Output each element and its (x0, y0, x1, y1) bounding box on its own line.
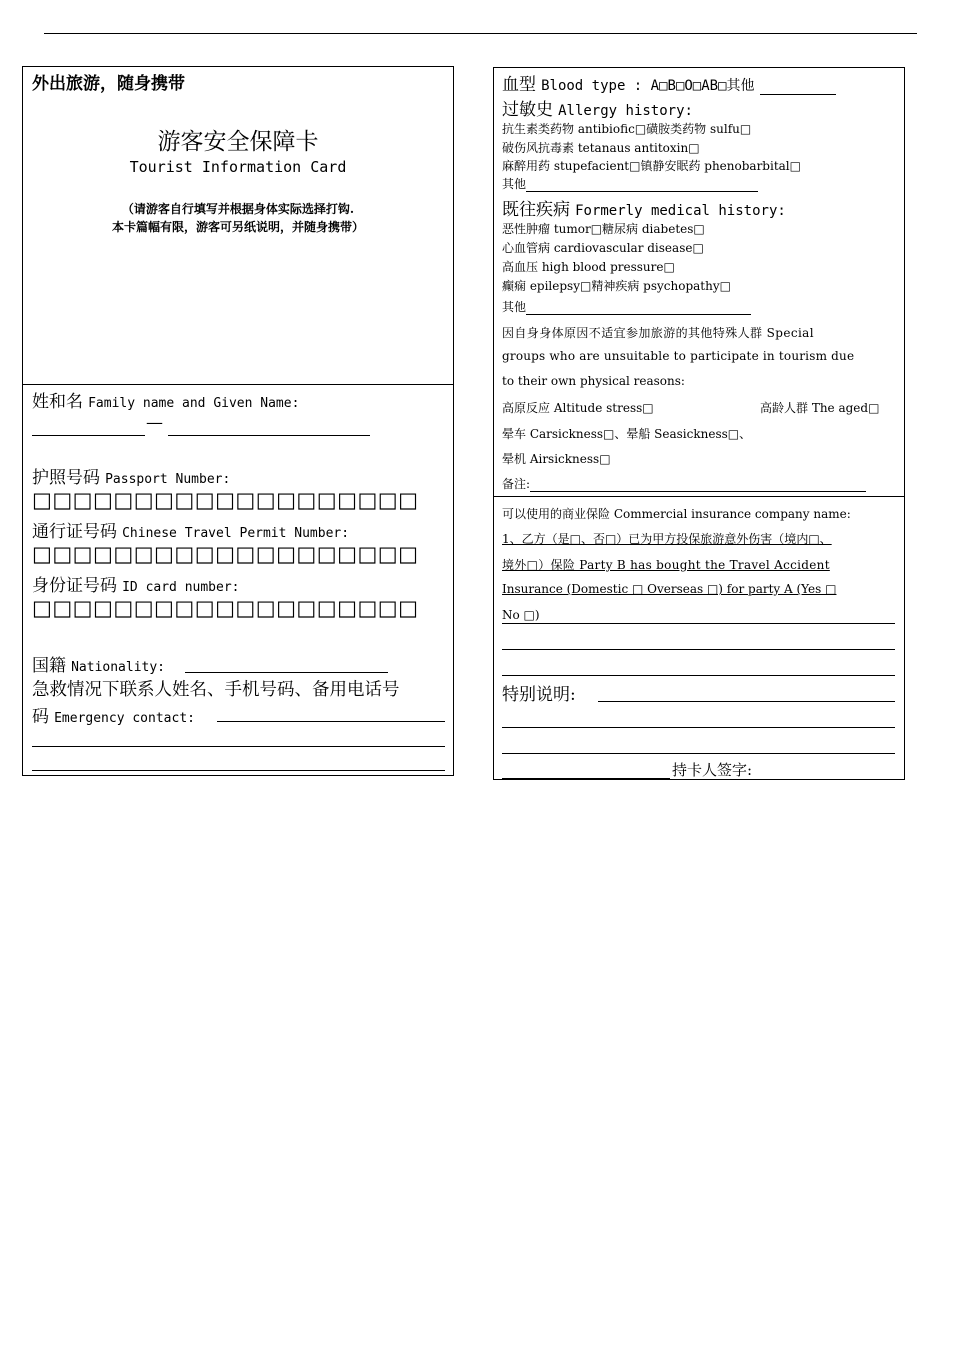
special-groups-line-3: to their own physical reasons: (502, 374, 685, 388)
insurance-line-4: Insurance (Domestic □ Overseas □) for party A (Yes □ (502, 582, 837, 596)
identity-section (22, 384, 454, 776)
motion-sickness-option[interactable]: 晕车 Carsickness□、晕船 Seasickness□、 (502, 427, 752, 441)
special-note-label: 特别说明: (502, 685, 576, 705)
history-line-4: 癫痫 epilepsy□精神疾病 psychopathy□ (502, 279, 731, 293)
emergency-line-2[interactable] (32, 746, 445, 747)
blood-type-other-line[interactable] (760, 80, 836, 95)
history-label (502, 195, 786, 220)
permit-label-en: Chinese Travel Permit Number: (122, 526, 350, 541)
emergency-line-3[interactable] (32, 770, 445, 771)
insurance-underline-2[interactable] (502, 649, 895, 650)
allergy-other-label: 其他 (502, 177, 527, 191)
nationality-label-en: Nationality: (71, 660, 166, 675)
allergy-other-line[interactable] (526, 177, 758, 192)
allergy-line-2: 破伤风抗毒素 tetanaus antitoxin□ (502, 141, 700, 155)
special-note-line-2[interactable] (502, 727, 895, 728)
allergy-line-3: 麻醉用药 stupefacient□镇静安眠药 phenobarbital□ (502, 159, 801, 173)
history-other-line[interactable] (526, 300, 751, 315)
emergency-label-cn: 急救情况下联系人姓名、手机号码、备用电话号 (32, 680, 400, 700)
blood-type-cn: 血型 (502, 75, 536, 95)
insurance-line-5: No □) (502, 608, 540, 622)
special-note-line-3[interactable] (502, 753, 895, 754)
history-line-1: 恶性肿瘤 tumor□糖尿病 diabetes□ (502, 222, 705, 236)
allergy-label (502, 95, 693, 120)
history-other (502, 298, 751, 315)
name-label-cn: 姓和名 (32, 392, 83, 412)
insurance-section (493, 496, 905, 780)
history-line-2: 心血管病 cardiovascular disease□ (502, 241, 704, 255)
top-rule (44, 33, 917, 34)
signature-label: 持卡人签字: (672, 761, 753, 779)
card-title-en: Tourist Information Card (129, 158, 347, 176)
permit-label (32, 517, 349, 542)
remark-label: 备注: (502, 477, 531, 491)
history-label-cn: 既往疾病 (502, 200, 570, 220)
blood-type-label (502, 70, 836, 95)
emergency-label-en: Emergency contact: (54, 711, 195, 726)
name-label-en: Family name and Given Name: (88, 396, 300, 411)
name-separator: — (146, 413, 163, 433)
id-card-number-boxes[interactable]: □□□□□□□□□□□□□□□□□□□ (32, 596, 419, 620)
passport-label-en: Passport Number: (105, 472, 231, 487)
medical-section (493, 67, 905, 497)
passport-label-cn: 护照号码 (32, 468, 100, 488)
history-other-label: 其他 (502, 300, 527, 314)
remark-field (502, 475, 866, 492)
family-name-line[interactable] (32, 435, 145, 436)
insurance-underline-1[interactable] (502, 623, 895, 624)
emergency-label-2 (32, 702, 195, 727)
special-note-line-1[interactable] (598, 701, 895, 702)
remark-line[interactable] (530, 477, 866, 492)
special-groups-line-1: 因自身身体原因不适宜参加旅游的其他特殊人群 Special (502, 326, 814, 340)
card-cover-section (22, 66, 454, 385)
top-note: 外出旅游，随身携带 (32, 74, 185, 94)
history-line-3: 高血压 high blood pressure□ (502, 260, 675, 274)
allergy-label-cn: 过敏史 (502, 100, 553, 120)
insurance-line-3: 境外□）保险 Party B has bought the Travel Accident (502, 558, 830, 572)
instruction-line-2: 本卡篇幅有限，游客可另纸说明，并随身携带） (111, 220, 364, 234)
insurance-line-1: 可以使用的商业保险 Commercial insurance company name: (502, 507, 851, 521)
emergency-label-cn-2: 码 (32, 707, 49, 727)
id-card-label (32, 571, 240, 596)
instruction-line-1: （请游客自行填写并根据身体实际选择打钩. (121, 202, 355, 216)
nationality-label-cn: 国籍 (32, 656, 66, 676)
emergency-line-1[interactable] (217, 721, 445, 722)
passport-label (32, 463, 230, 488)
nationality-label (32, 651, 165, 676)
special-groups-line-2: groups who are unsuitable to participate in tourism due (502, 349, 855, 363)
insurance-line-2: 1、乙方（是□、否□）已为甲方投保旅游意外伤害（境内□、 (502, 532, 832, 546)
permit-label-cn: 通行证号码 (32, 522, 117, 542)
given-name-line[interactable] (168, 435, 370, 436)
airsickness-option[interactable]: 晕机 Airsickness□ (502, 452, 611, 466)
allergy-other (502, 175, 758, 192)
insurance-underline-3[interactable] (502, 675, 895, 676)
allergy-label-en: Allergy history: (558, 103, 693, 119)
name-field-label (32, 387, 299, 412)
altitude-stress-option[interactable]: 高原反应 Altitude stress□ (502, 401, 654, 415)
nationality-line[interactable] (185, 672, 388, 673)
passport-number-boxes[interactable]: □□□□□□□□□□□□□□□□□□□ (32, 488, 419, 512)
id-card-label-en: ID card number: (122, 580, 240, 595)
id-card-label-cn: 身份证号码 (32, 576, 117, 596)
aged-option[interactable]: 高龄人群 The aged□ (760, 401, 880, 415)
permit-number-boxes[interactable]: □□□□□□□□□□□□□□□□□□□ (32, 542, 419, 566)
history-label-en: Formerly medical history: (575, 203, 786, 219)
card-title-cn: 游客安全保障卡 (157, 129, 319, 155)
signature-line[interactable] (502, 778, 670, 779)
blood-type-en: Blood type : A□B□O□AB□其他 (541, 78, 755, 94)
allergy-line-1: 抗生素类药物 antibiofic□磺胺类药物 sulfu□ (502, 122, 752, 136)
